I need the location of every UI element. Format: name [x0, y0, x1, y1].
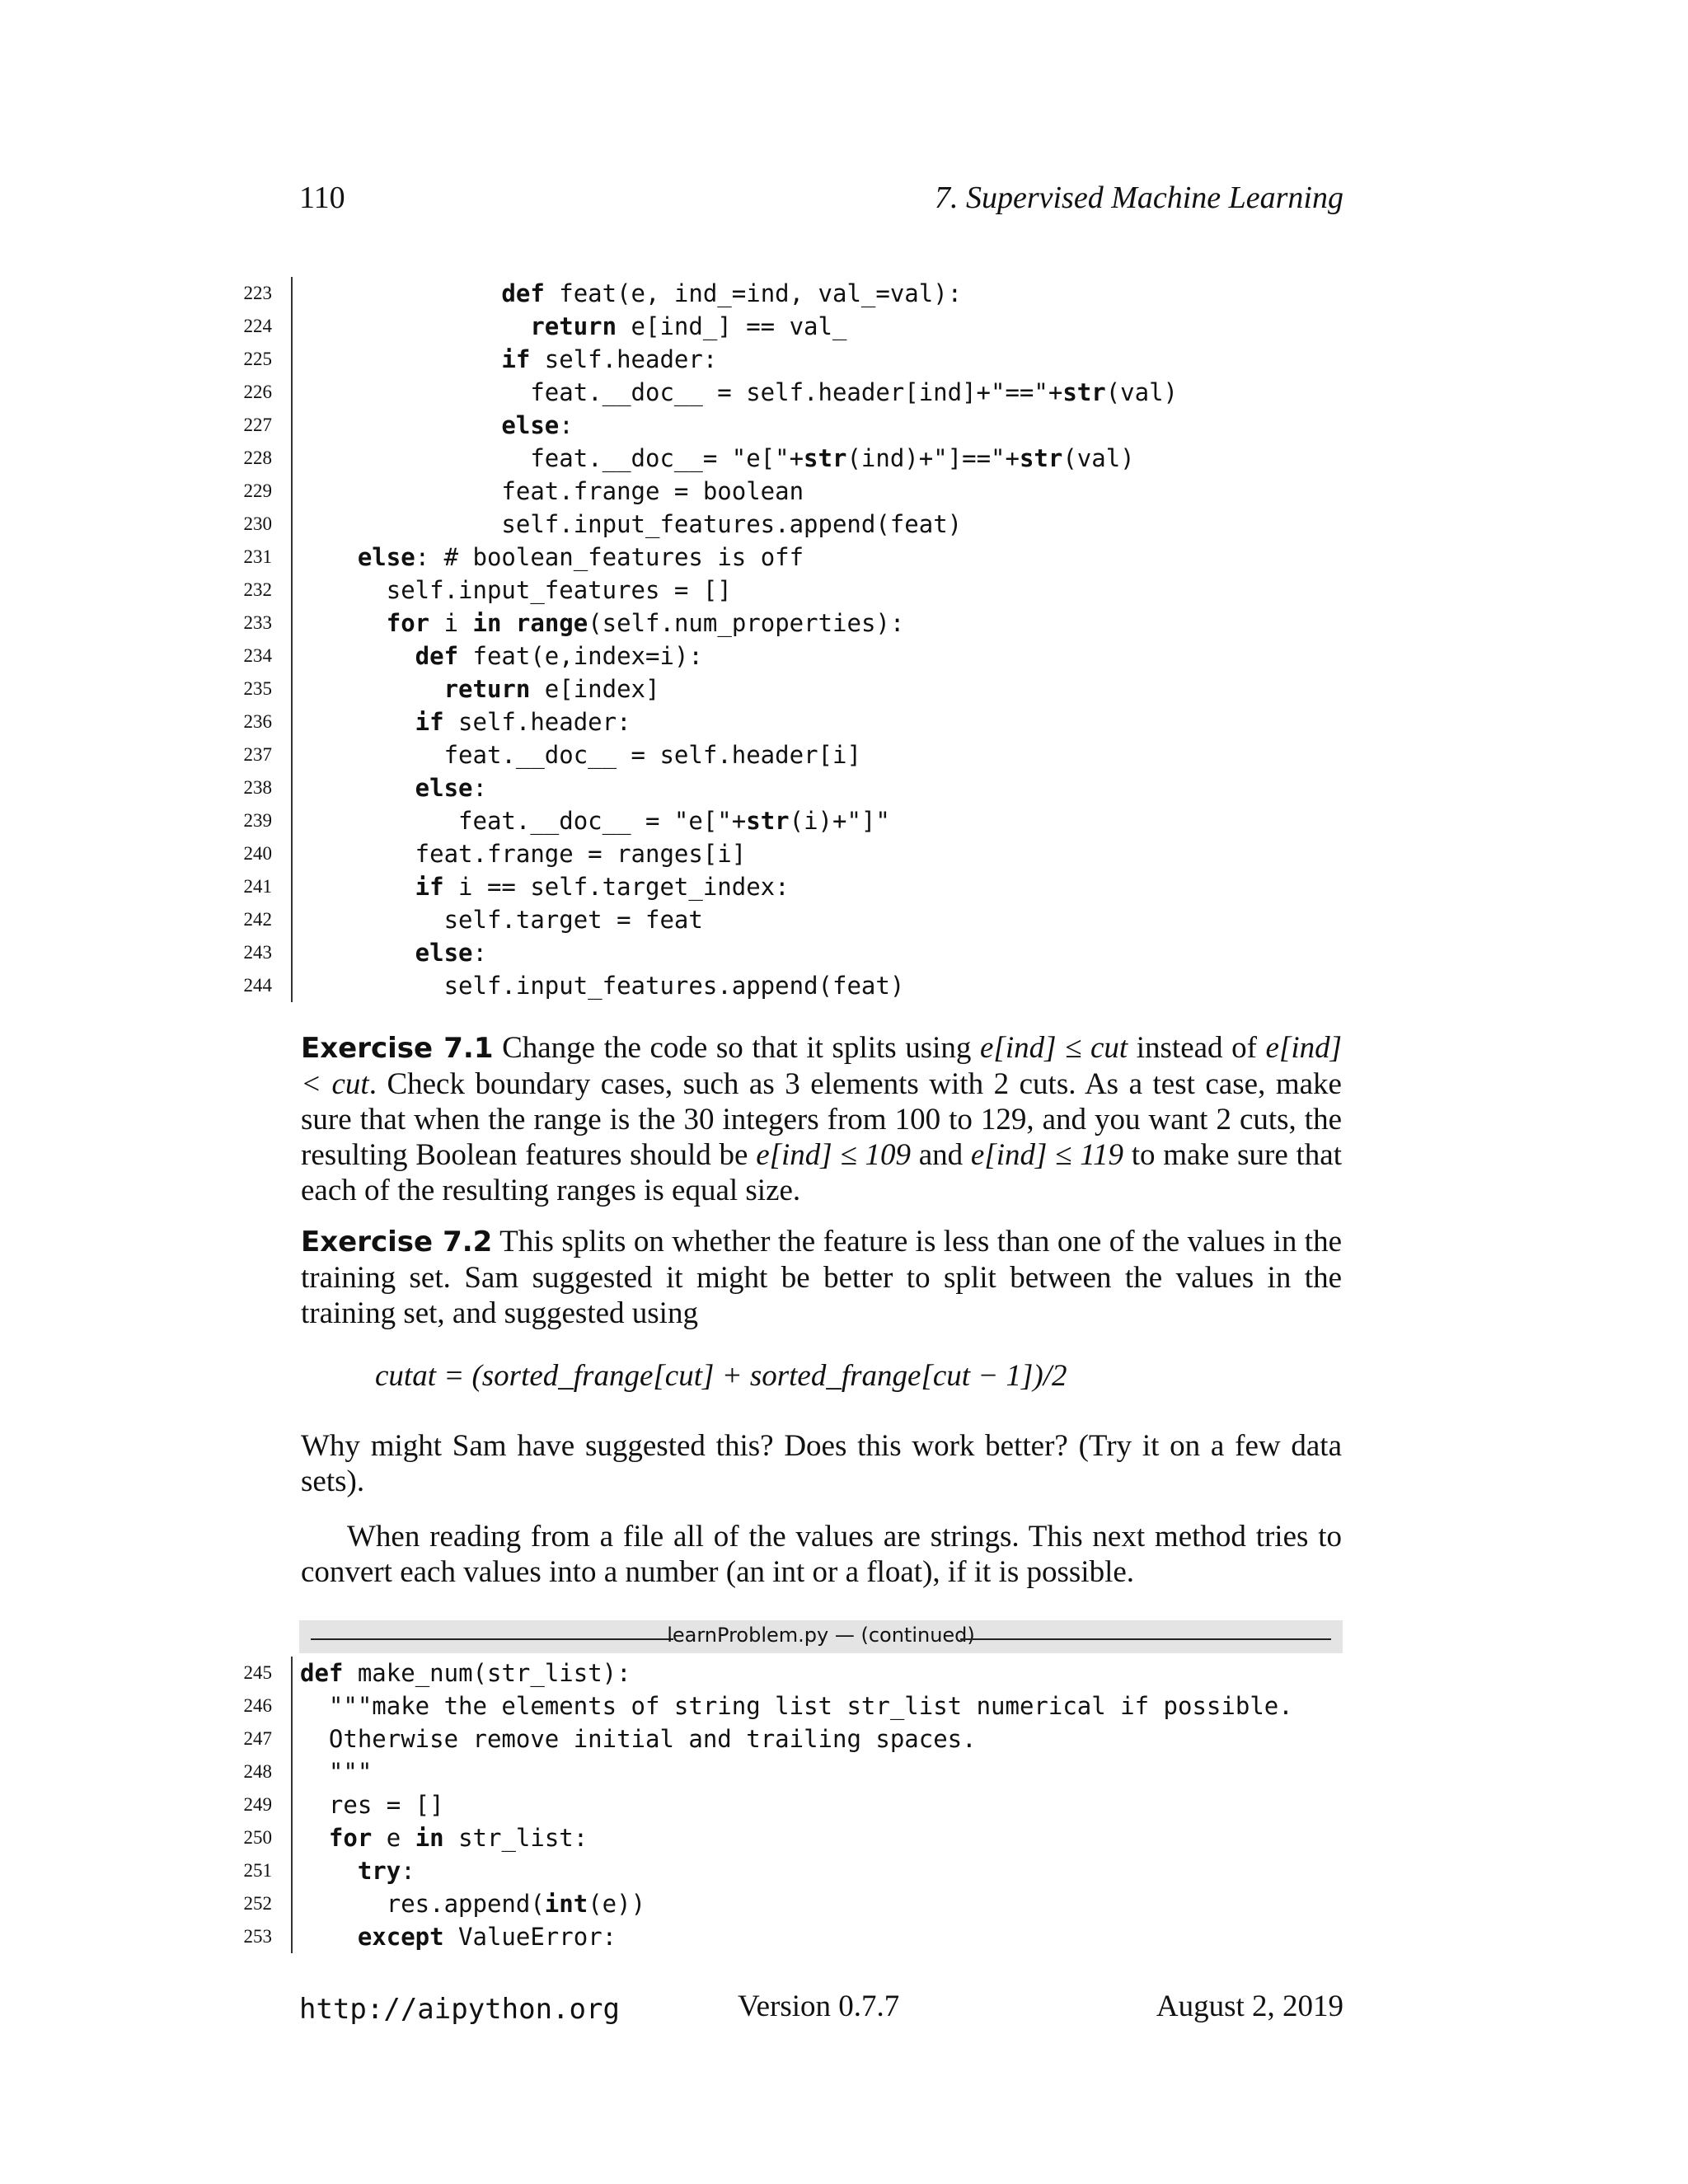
code-token: feat.__doc__ = "e["+	[443, 807, 747, 835]
code-line	[239, 1788, 1343, 1821]
line-number: 242	[243, 909, 272, 930]
code-keyword: for	[386, 609, 430, 637]
code-line	[239, 837, 1343, 870]
code-keyword: in	[415, 1824, 444, 1852]
line-number: 231	[243, 546, 272, 567]
code-keyword: return	[443, 675, 531, 703]
code-keyword: range	[515, 609, 588, 637]
line-number: 229	[243, 480, 272, 501]
code-line	[239, 1887, 1343, 1920]
code-text	[387, 1887, 645, 1920]
code-token: """make the elements of string list str_list numerical if possible.	[328, 1692, 1293, 1720]
code-keyword: def	[300, 1659, 344, 1687]
code-token: :	[559, 411, 574, 439]
code-line	[239, 409, 1343, 442]
code-line	[239, 1821, 1343, 1854]
caption-rule-right	[960, 1638, 1331, 1640]
line-number: 244	[243, 975, 272, 996]
code-text	[501, 343, 717, 376]
code-keyword: str	[804, 444, 847, 472]
code-text	[530, 310, 846, 343]
exercise-followup: Why might Sam have suggested this? Does this work better? (Try it on a few data sets).	[301, 1429, 1342, 1498]
code-token: """	[328, 1758, 373, 1786]
code-keyword: else	[415, 774, 473, 802]
code-token: self.input_features = []	[386, 576, 732, 604]
code-text	[300, 1657, 631, 1690]
code-keyword: int	[544, 1890, 588, 1918]
code-text	[501, 475, 804, 508]
code-token: feat.__doc__ = self.header[i]	[443, 741, 861, 769]
code-line	[239, 607, 1343, 640]
code-line	[239, 936, 1343, 969]
math-inline: e[ind] ≤ cut	[980, 1031, 1128, 1065]
code-text	[530, 442, 1134, 475]
code-text	[444, 903, 703, 936]
footer-version: Version 0.7.7	[738, 1990, 900, 2023]
line-number: 235	[243, 678, 272, 699]
code-line	[239, 738, 1343, 771]
line-number: 248	[243, 1761, 272, 1782]
code-token: e[ind_] == val_	[617, 312, 847, 340]
body-paragraph: When reading from a file all of the values are strings. This next method tries to convert each values into a number (an int or a float), if it is possible.	[301, 1520, 1342, 1589]
code-token: Otherwise remove initial and trailing spaces.	[328, 1725, 977, 1753]
code-line	[239, 1920, 1343, 1953]
code-line	[239, 969, 1343, 1002]
code-line	[239, 277, 1343, 310]
code-line	[239, 574, 1343, 607]
code-token: self.input_features.append(feat)	[443, 972, 905, 1000]
line-number: 236	[243, 711, 272, 732]
code-text	[501, 277, 962, 310]
code-token: feat.frange = ranges[i]	[415, 840, 747, 868]
line-number: 245	[243, 1662, 272, 1683]
math-inline: e[ind] ≤ 119	[970, 1138, 1123, 1172]
code-token: (val)	[1062, 444, 1135, 472]
line-number: 252	[243, 1893, 272, 1914]
code-token: (i)+"]"	[789, 807, 890, 835]
code-line	[239, 376, 1343, 409]
exercise-text: instead of	[1128, 1031, 1266, 1065]
code-token: (ind)+"]=="+	[846, 444, 1020, 472]
code-text	[415, 640, 703, 673]
line-number: 230	[243, 513, 272, 534]
exercise-label: Exercise 7.1	[301, 1032, 494, 1065]
exercise-label: Exercise 7.2	[301, 1226, 493, 1258]
code-text	[358, 1854, 415, 1887]
code-keyword: if	[415, 708, 444, 736]
code-text	[329, 1755, 372, 1788]
code-keyword: def	[501, 279, 545, 307]
code-token: e[index]	[530, 675, 660, 703]
listing-caption: learnProblem.py — (continued)	[667, 1624, 975, 1647]
math-inline: e[ind] ≤ 109	[756, 1138, 911, 1172]
code-token: make_num(str_list):	[343, 1659, 631, 1687]
code-line	[239, 771, 1343, 804]
code-text	[444, 673, 660, 705]
line-number: 247	[243, 1728, 272, 1749]
line-number: 228	[243, 448, 272, 468]
code-text	[387, 574, 732, 607]
code-keyword: str	[1062, 378, 1106, 406]
math-inline: e[ind] < cut	[301, 1031, 1343, 1101]
code-token: self.input_features.append(feat)	[501, 510, 963, 538]
code-line	[239, 310, 1343, 343]
code-token: e	[372, 1824, 415, 1852]
code-line	[239, 1722, 1343, 1755]
code-token: (val)	[1105, 378, 1179, 406]
exercise-7-2	[301, 1224, 1342, 1331]
code-keyword: try	[357, 1857, 401, 1885]
code-text	[415, 837, 747, 870]
exercise-text: . Check boundary cases, such as 3 elements with 2 cuts. As a test case, make sure that when the range is the 30 integers from 100 to 129, and you want 2 cuts, the resulting Boolean features should be	[301, 1067, 1342, 1172]
code-keyword: else	[501, 411, 560, 439]
formula-cutat: cutat = (sorted_frange[cut] + sorted_frange[cut − 1])/2	[375, 1359, 1067, 1393]
code-text	[444, 738, 861, 771]
code-text	[415, 771, 487, 804]
code-line	[239, 1854, 1343, 1887]
code-text	[444, 969, 905, 1002]
code-keyword: str	[1019, 444, 1063, 472]
code-token: self.target = feat	[443, 906, 703, 934]
page-number: 110	[299, 180, 345, 215]
line-number: 253	[243, 1926, 272, 1947]
code-line	[239, 640, 1343, 673]
code-token: self.header:	[443, 708, 631, 736]
code-line	[239, 475, 1343, 508]
code-token: :	[472, 939, 487, 967]
code-listing-2	[239, 1657, 1343, 1953]
code-token: ValueError:	[443, 1923, 617, 1951]
exercise-text: Change the code so that it splits using	[502, 1031, 980, 1065]
code-line	[239, 541, 1343, 574]
line-number: 240	[243, 843, 272, 864]
line-number: 224	[243, 316, 272, 336]
code-text	[329, 1821, 588, 1854]
code-token: : # boolean_features is off	[415, 543, 804, 571]
line-number: 233	[243, 612, 272, 633]
code-line	[239, 442, 1343, 475]
line-number: 250	[243, 1827, 272, 1848]
code-text	[415, 870, 790, 903]
code-text	[358, 541, 804, 574]
code-line	[239, 804, 1343, 837]
code-line	[239, 508, 1343, 541]
code-token: feat.__doc__ = self.header[ind]+"=="+	[530, 378, 1063, 406]
code-line	[239, 343, 1343, 376]
code-keyword: return	[530, 312, 617, 340]
code-token: feat.__doc__= "e["+	[530, 444, 804, 472]
code-token: feat(e,index=i):	[458, 642, 703, 670]
exercise-text: and	[911, 1138, 971, 1172]
code-token: (e))	[588, 1890, 646, 1918]
code-token: (self.num_properties):	[588, 609, 905, 637]
code-token: self.header:	[530, 345, 718, 373]
line-number: 223	[243, 283, 272, 303]
code-text	[329, 1722, 977, 1755]
code-keyword: def	[415, 642, 459, 670]
code-text	[387, 607, 905, 640]
code-line	[239, 1657, 1343, 1690]
exercise-7-1	[301, 1030, 1342, 1208]
code-keyword: if	[415, 873, 444, 901]
code-line	[239, 870, 1343, 903]
code-keyword: for	[328, 1824, 373, 1852]
line-number: 241	[243, 876, 272, 897]
code-token: i	[429, 609, 473, 637]
code-token: :	[401, 1857, 415, 1885]
line-number: 234	[243, 645, 272, 666]
code-line	[239, 903, 1343, 936]
line-number: 243	[243, 942, 272, 963]
code-token	[501, 609, 515, 637]
line-number: 239	[243, 810, 272, 831]
code-text	[415, 705, 631, 738]
listing-caption-bar	[299, 1620, 1343, 1653]
code-token: feat.frange = boolean	[501, 477, 804, 505]
code-text	[501, 508, 962, 541]
code-text	[329, 1788, 444, 1821]
code-keyword: else	[415, 939, 473, 967]
line-number: 227	[243, 415, 272, 435]
footer-url[interactable]: http://aipython.org	[299, 1993, 620, 2026]
code-keyword: else	[357, 543, 415, 571]
code-text	[358, 1920, 617, 1953]
code-keyword: str	[746, 807, 790, 835]
line-number: 232	[243, 579, 272, 600]
line-number: 246	[243, 1695, 272, 1716]
exercise-text: to make sure that each of the resulting ranges is equal size.	[301, 1138, 1342, 1207]
code-token: res = []	[328, 1791, 444, 1819]
code-token: :	[472, 774, 487, 802]
code-listing-1	[239, 277, 1343, 1002]
code-text	[329, 1690, 1293, 1722]
line-number: 237	[243, 744, 272, 765]
code-token: feat(e, ind_=ind, val_=val):	[544, 279, 963, 307]
chapter-title: 7. Supervised Machine Learning	[934, 180, 1343, 215]
line-number: 249	[243, 1794, 272, 1815]
code-line	[239, 1690, 1343, 1722]
code-token: str_list:	[443, 1824, 588, 1852]
code-line	[239, 673, 1343, 705]
line-number: 238	[243, 777, 272, 798]
exercise-text: This splits on whether the feature is less than one of the values in the training set. Sam suggested it might be better to split between the values in the training set, and suggested using	[301, 1225, 1342, 1330]
line-number: 225	[243, 349, 272, 369]
code-keyword: except	[357, 1923, 444, 1951]
code-line	[239, 1755, 1343, 1788]
code-token: res.append(	[386, 1890, 545, 1918]
code-keyword: if	[501, 345, 531, 373]
code-text	[530, 376, 1178, 409]
code-text	[444, 804, 890, 837]
code-text	[501, 409, 573, 442]
footer-date: August 2, 2019	[1156, 1990, 1343, 2023]
code-keyword: in	[472, 609, 502, 637]
code-token: i == self.target_index:	[443, 873, 790, 901]
code-text	[415, 936, 487, 969]
line-number: 251	[243, 1860, 272, 1881]
code-line	[239, 705, 1343, 738]
line-number: 226	[243, 382, 272, 402]
